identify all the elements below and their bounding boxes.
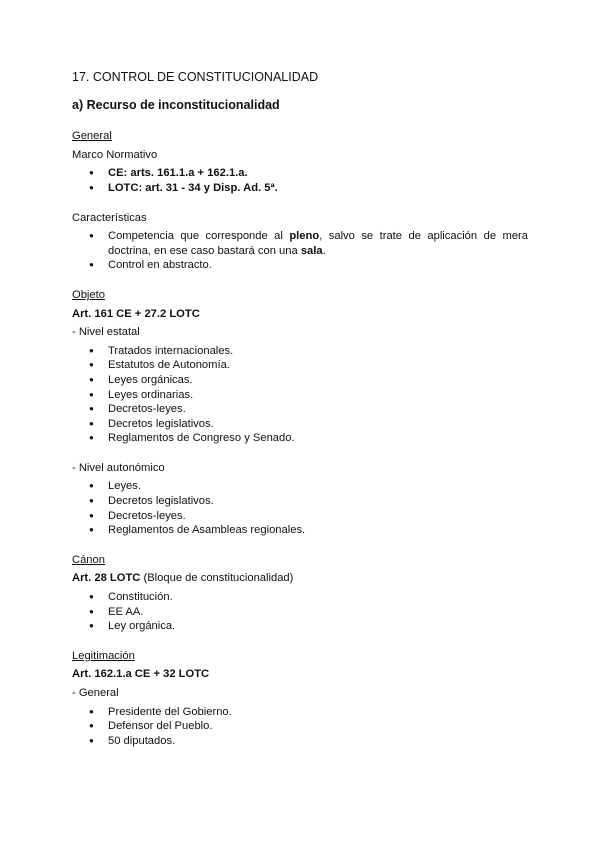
list-item: ● Defensor del Pueblo.	[72, 719, 528, 734]
objeto-ref: Art. 161 CE + 27.2 LOTC	[72, 307, 200, 320]
general-heading: General	[72, 130, 112, 143]
list-item: ● Leyes ordinarias.	[72, 388, 528, 403]
list-item: ● Ley orgánica.	[72, 619, 528, 634]
text-run: (Bloque de constitucionalidad)	[140, 572, 294, 585]
list-item: ● EE AA.	[72, 605, 528, 620]
nivel-estatal-label: - Nivel estatal	[72, 326, 140, 339]
list-item: ● Constitución.	[72, 590, 528, 605]
section-heading: a) Recurso de inconstitucionalidad	[72, 97, 280, 112]
legitimacion-list	[72, 705, 528, 749]
list-item: ● Decretos-leyes.	[72, 402, 528, 417]
list-item: ● Estatutos de Autonomía.	[72, 358, 528, 373]
caracteristicas-list	[72, 229, 528, 273]
estatal-list	[72, 344, 528, 446]
document-page	[72, 70, 528, 763]
canon-ref	[72, 571, 528, 586]
autonomico-list	[72, 479, 528, 537]
list-item: ● Decretos legislativos.	[72, 417, 528, 432]
list-item: ● Control en abstracto.	[72, 258, 528, 273]
objeto-heading: Objeto	[72, 288, 105, 301]
bold-run: pleno	[289, 230, 320, 243]
text-run: .	[322, 244, 326, 257]
caracteristicas-label: Características	[72, 211, 147, 224]
legitimacion-general-label: - General	[72, 687, 119, 699]
document-title: 17. CONTROL DE CONSTITUCIONALIDAD	[72, 70, 319, 84]
legitimacion-ref: Art. 162.1.a CE + 32 LOTC	[72, 668, 210, 681]
list-item: ● Leyes orgánicas.	[72, 373, 528, 388]
nivel-autonomico-label: - Nivel autonómico	[72, 461, 165, 474]
bold-run: sala	[300, 244, 323, 257]
bold-run: Art. 28 LOTC	[72, 572, 141, 585]
list-item: ● LOTC: art. 31 - 34 y Disp. Ad. 5ª.	[72, 181, 528, 196]
list-item: ● 50 diputados.	[72, 734, 528, 749]
marco-list	[72, 166, 528, 195]
canon-heading: Cánon	[72, 553, 105, 566]
list-item: ● Presidente del Gobierno.	[72, 705, 528, 720]
list-item: ● Decretos legislativos.	[72, 494, 528, 509]
list-item: ● Reglamentos de Asambleas regionales.	[72, 523, 528, 538]
list-item: ● Leyes.	[72, 479, 528, 494]
list-item: ● CE: arts. 161.1.a + 162.1.a.	[72, 166, 528, 181]
text-run: , salvo se trate de aplicación de mera doctrina, en ese caso bastará con una	[108, 230, 528, 257]
list-item: ● Reglamentos de Congreso y Senado.	[72, 431, 528, 446]
legitimacion-heading: Legitimación	[72, 649, 135, 662]
list-item	[72, 229, 528, 258]
canon-list	[72, 590, 528, 634]
marco-normativo-label: Marco Normativo	[72, 148, 158, 161]
text-run: Competencia que corresponde al	[108, 230, 290, 243]
list-item: ● Tratados internacionales.	[72, 344, 528, 359]
list-item: ● Decretos-leyes.	[72, 509, 528, 524]
